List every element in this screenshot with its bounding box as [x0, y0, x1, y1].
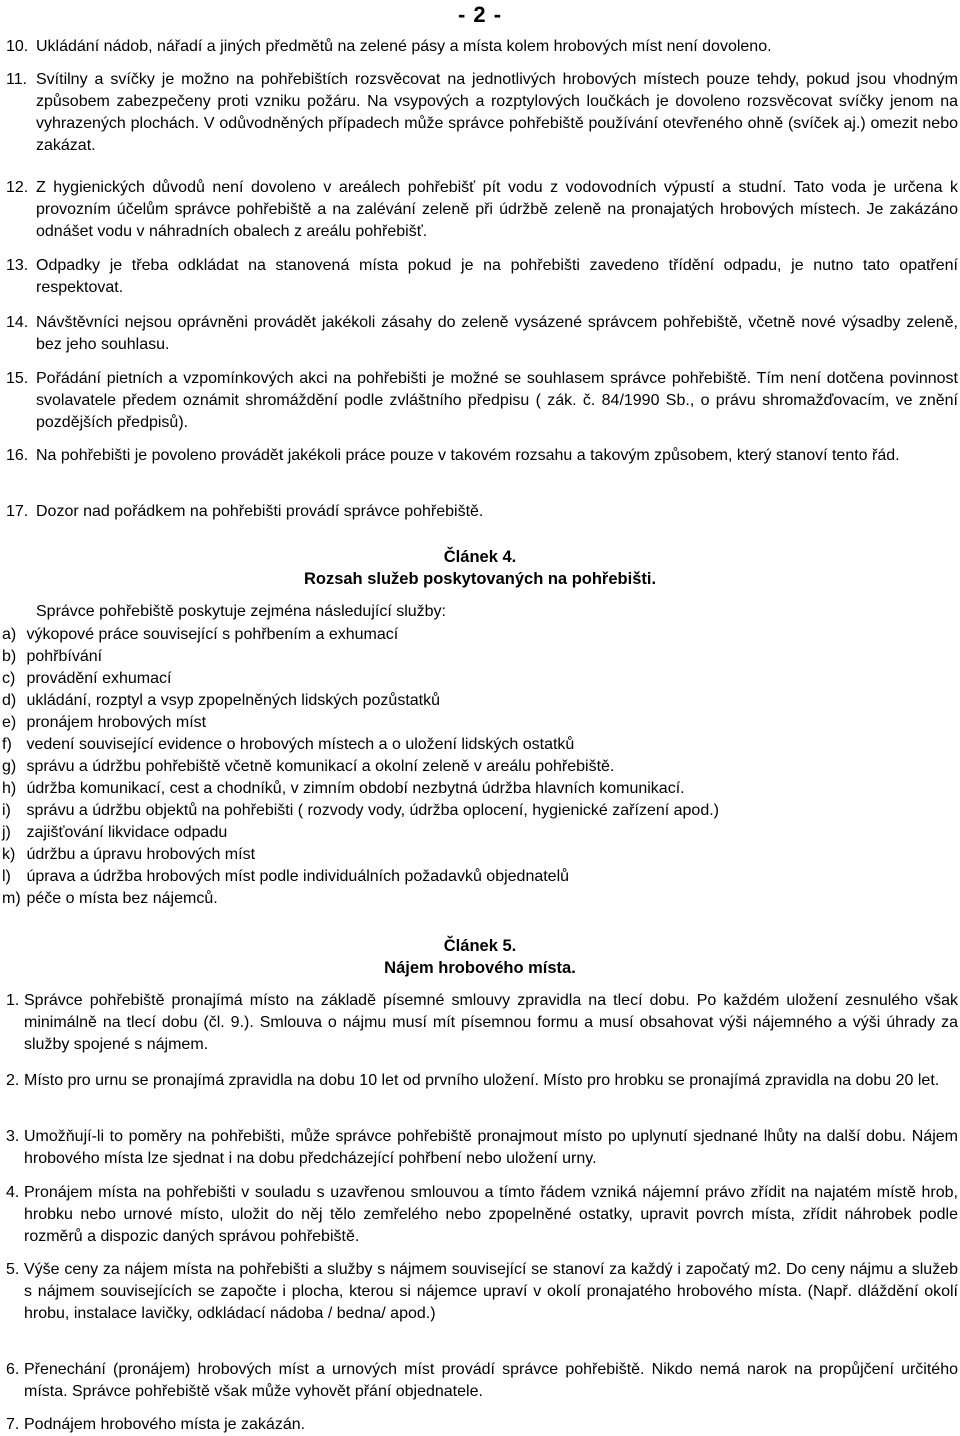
- service-letter: g): [2, 758, 17, 775]
- rule-number: 14.: [6, 314, 29, 331]
- paragraph-text: Výše ceny za nájem místa na pohřebišti a služby s nájmem související se stanoví za každý i započatý m2. Do ceny nájmu a služeb s nájmem souvisejících se započte i plocha, kterou si nájemce upraví v okolí pronajatého hrobového místa. (Např. dláždění okolí hrobu, instalace lavičky, odkládací nádoba / bedna/ apod.): [24, 1261, 958, 1322]
- service-text: provádění exhumací: [26, 670, 172, 687]
- service-letter: l): [2, 868, 11, 885]
- service-text: úprava a údržba hrobových míst podle individuálních požadavků objednatelů: [26, 868, 570, 885]
- service-text: údržba komunikací, cest a chodníků, v zimním období nezbytná údržba hlavních komunikací.: [26, 780, 685, 797]
- service-item: [2, 844, 954, 866]
- service-item: [2, 866, 954, 888]
- paragraph-number: 6.: [6, 1361, 20, 1378]
- article-4-title: Článek 4.: [443, 548, 517, 566]
- service-item: [2, 646, 954, 668]
- paragraph-text: Správce pohřebiště pronajímá místo na základě písemné smlouvy zpravidla na tlecí dobu. Po každém uložení zesnulého však minimálně na tlecí dobu (čl. 9.). Smlouva o nájmu musí mít písemnou formu a musí obsahovat výši nájemného a výši úhrady za služby spojené s nájmem.: [24, 992, 958, 1053]
- rule-number: 15.: [6, 370, 29, 387]
- rule-number: 16.: [6, 447, 29, 464]
- paragraph-number: 5.: [6, 1261, 20, 1278]
- service-text: vedení související evidence o hrobových místech a o uložení lidských ostatků: [26, 736, 575, 753]
- article-5-title: Článek 5.: [443, 937, 517, 955]
- paragraph-text: Pronájem místa na pohřebišti v souladu s uzavřenou smlouvou a tímto řádem vzniká nájemní právo zřídit na najatém místě hrob, hrobku nebo urnové místo, uložit do něj tělo zemřelého nebo zpopelněné ostatky, upravit povrch místa, zřídit náhrobek podle rozměrů a dispozic daných správou pohřebiště.: [24, 1184, 958, 1245]
- service-item: [2, 822, 954, 844]
- service-letter: m): [2, 890, 21, 907]
- paragraph-number: 3.: [6, 1128, 20, 1145]
- service-text: zajišťování likvidace odpadu: [26, 824, 228, 841]
- rule-text: Odpadky je třeba odkládat na stanovená místa pokud je na pohřebišti zavedeno třídění odpadu, je nutno tato opatření respektovat.: [36, 257, 958, 296]
- paragraph-text: Podnájem hrobového místa je zakázán.: [24, 1416, 306, 1433]
- rule-10: [6, 36, 958, 58]
- rule-17: [6, 501, 958, 523]
- service-item: [2, 712, 954, 734]
- article-4-intro: Správce pohřebiště poskytuje zejména následující služby:: [36, 603, 446, 620]
- service-letter: f): [2, 736, 12, 753]
- service-text: výkopové práce související s pohřbením a exhumací: [26, 626, 399, 643]
- paragraph-text: Místo pro urnu se pronajímá zpravidla na dobu 10 let od prvního uložení. Místo pro hrobku se pronajímá zpravidla na dobu 20 let.: [24, 1072, 940, 1089]
- service-item: [2, 668, 954, 690]
- rule-text: Pořádání pietních a vzpomínkových akci na pohřebišti je možné se souhlasem správce pohřebiště. Tím není dotčena povinnost svolavatele předem oznámit shromáždění podle zvláštního předpisu ( zák. č. 84/1990 Sb., o právu shromažďovacím, ve znění pozdějších předpisů).: [36, 370, 958, 431]
- rule-16: [6, 445, 958, 467]
- rule-11: [6, 69, 958, 157]
- paragraph-number: 2.: [6, 1072, 20, 1089]
- paragraph-text: Umožňují-li to poměry na pohřebišti, může správce pohřebiště pronajmout místo po uplynutí sjednané lhůty na další dobu. Nájem hrobového místa lze sjednat i na dobu předcházející pohřbení nebo uložení urny.: [24, 1128, 958, 1167]
- service-item: [2, 690, 954, 712]
- rule-number: 12.: [6, 179, 29, 196]
- service-item: [2, 624, 954, 646]
- rule-15: [6, 368, 958, 434]
- rule-text: Svítilny a svíčky je možno na pohřebištích rozsvěcovat na jednotlivých hrobových místech pouze tehdy, pokud jsou vhodným způsobem zabezpečeny proti vzniku požáru. Na vsypových a rozptylových loučkách je dovoleno rozsvěcovat svíčky jenom na vyhrazených plochách. V odůvodněných případech může správce pohřebiště používání otevřeného ohně (svíček aj.) omezit nebo zakázat.: [36, 71, 958, 154]
- service-letter: h): [2, 780, 17, 797]
- service-item: [2, 756, 954, 778]
- service-item: [2, 800, 954, 822]
- lease-paragraph-4: [6, 1182, 958, 1248]
- service-item: [2, 888, 954, 910]
- service-item: [2, 734, 954, 756]
- article-4-subtitle: Rozsah služeb poskytovaných na pohřebišti.: [303, 570, 657, 588]
- service-text: péče o místa bez nájemců.: [26, 890, 218, 907]
- rule-number: 10.: [6, 38, 29, 55]
- rule-12: [6, 177, 958, 243]
- service-letter: d): [2, 692, 17, 709]
- service-text: správu a údržbu objektů na pohřebišti ( rozvody vody, údržba oplocení, hygienické zařízení apod.): [26, 802, 719, 819]
- lease-paragraph-7: [6, 1414, 958, 1436]
- service-letter: a): [2, 626, 17, 643]
- lease-paragraph-3: [6, 1126, 958, 1170]
- service-item: [2, 778, 954, 800]
- paragraph-number: 7.: [6, 1416, 20, 1433]
- rule-text: Dozor nad pořádkem na pohřebišti provádí správce pohřebiště.: [36, 503, 484, 520]
- paragraph-number: 1.: [6, 992, 20, 1009]
- service-text: ukládání, rozptyl a vsyp zpopelněných lidských pozůstatků: [26, 692, 441, 709]
- rule-number: 17.: [6, 503, 29, 520]
- rule-13: [6, 255, 958, 299]
- service-letter: j): [2, 824, 11, 841]
- service-letter: b): [2, 648, 17, 665]
- lease-paragraph-6: [6, 1359, 958, 1403]
- paragraph-text: Přenechání (pronájem) hrobových míst a urnových míst provádí správce pohřebiště. Nikdo nemá narok na propůjčení určitého místa. Správce pohřebiště však může vyhovět přání objednatele.: [24, 1361, 958, 1400]
- rule-text: Ukládání nádob, nářadí a jiných předmětů na zelené pásy a místa kolem hrobových míst není dovoleno.: [36, 38, 772, 55]
- lease-paragraph-5: [6, 1259, 958, 1325]
- service-letter: k): [2, 846, 16, 863]
- service-letter: c): [2, 670, 16, 687]
- article-5-subtitle: Nájem hrobového místa.: [384, 959, 576, 977]
- rule-text: Návštěvníci nejsou oprávněni provádět jakékoli zásahy do zeleně vysázené správcem pohřebiště, včetně nové výsadby zeleně, bez jeho souhlasu.: [36, 314, 958, 353]
- lease-paragraph-2: [6, 1070, 958, 1092]
- service-letter: e): [2, 714, 17, 731]
- page-number: - 2 -: [457, 2, 503, 27]
- service-letter: i): [2, 802, 11, 819]
- rule-14: [6, 312, 958, 356]
- service-text: pohřbívání: [26, 648, 103, 665]
- rule-text: Na pohřebišti je povoleno provádět jakékoli práce pouze v takovém rozsahu a takovým způsobem, který stanoví tento řád.: [36, 447, 900, 464]
- service-text: pronájem hrobových míst: [26, 714, 207, 731]
- rule-number: 11.: [6, 71, 28, 88]
- lease-paragraph-1: [6, 990, 958, 1056]
- service-text: správu a údržbu pohřebiště včetně komunikací a okolní zeleně v areálu pohřebiště.: [26, 758, 615, 775]
- paragraph-number: 4.: [6, 1184, 20, 1201]
- service-text: údržbu a úpravu hrobových míst: [26, 846, 256, 863]
- rule-number: 13.: [6, 257, 29, 274]
- rule-text: Z hygienických důvodů není dovoleno v areálech pohřebišť pít vodu z vodovodních výpustí a studní. Tato voda je určena k provozním účelům správce pohřebiště a na zalévání zeleně při údržbě zeleně na pronajatých hrobových místech. Je zakázáno odnášet vodu v náhradních obalech z areálu pohřebišť.: [36, 179, 958, 240]
